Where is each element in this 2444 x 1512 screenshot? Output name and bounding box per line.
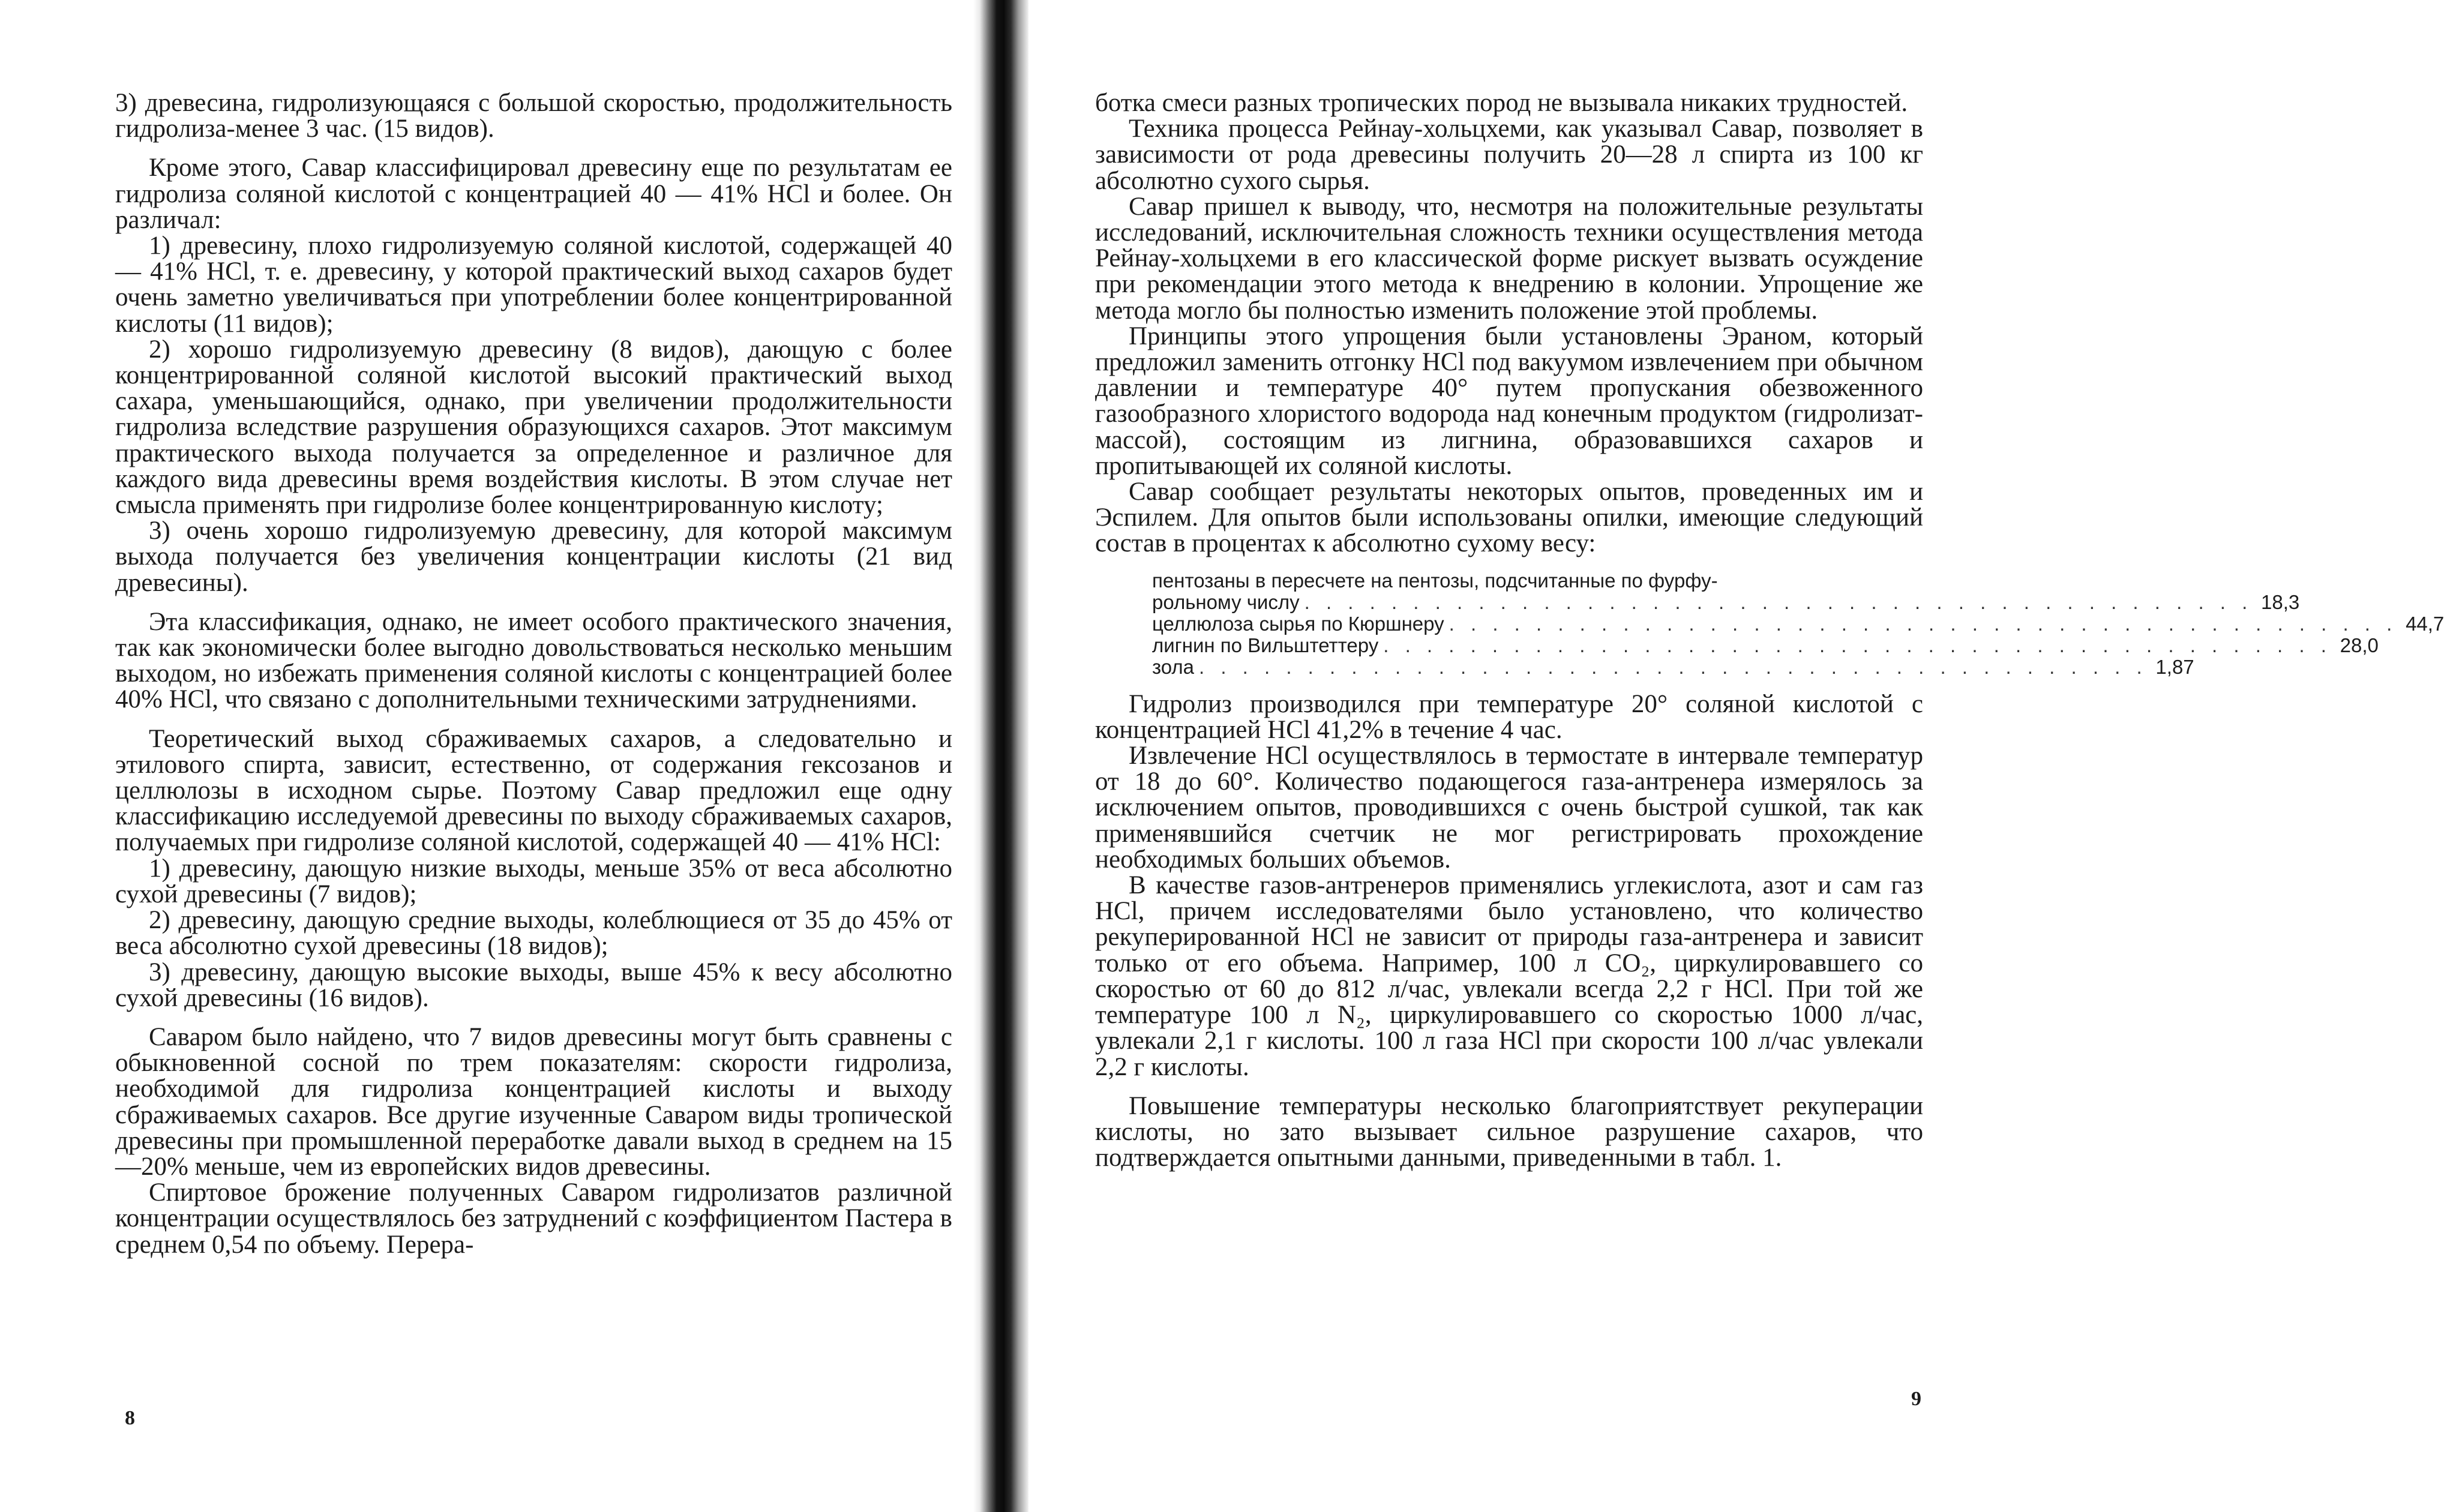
composition-first-label: пентозаны в пересчете на пентозы, подсчитанные по фурфу-	[1152, 569, 1718, 592]
left-text-column	[115, 90, 952, 1258]
paragraph: Савар сообщает результаты некоторых опытов, проведенных им и Эспилем. Для опытов были использованы опилки, имеющие следующий состав в процентах к абсолютно сухому весу:	[1095, 478, 1923, 558]
list-item: 3) очень хорошо гидролизуемую древесину, для которой максимум выхода получается без увеличения концентрации кислоты (21 вид древесины).	[115, 517, 952, 597]
list-item: 1) древесину, дающую низкие выходы, меньше 35% от веса абсолютно сухой древесины (7 видов);	[115, 854, 952, 908]
leader-dots: . . . . . . . . . . . . . . . . . . . . . . . . . . . . . . . . . . . . . . . . . . . .	[1449, 612, 2398, 635]
list-item: 1) древесину, плохо гидролизуемую соляной кислотой, содержащей 40 — 41% HCl, т. е. древесину, у которой практический выход сахаров будет очень заметно увеличиваться при употреблении более концентрированной кислоты (11 видов);	[115, 232, 952, 338]
table-row	[1152, 655, 2194, 678]
row-label: целлюлоза сырья по Кюршнеру	[1152, 612, 1444, 635]
paragraph: Теоретический выход сбраживаемых сахаров, а следовательно и этилового спирта, зависит, естественно, от содержания гексозанов и целлюлозы в исходном сырье. Поэтому Савар предложил еще одну классификацию исследуемой древесины по выходу сбраживаемых сахаров, получаемых при гидролизе соляной кислотой, содержащей 40 — 41% HCl:	[115, 724, 952, 857]
left-page	[0, 0, 984, 1512]
paragraph: Эта классификация, однако, не имеет особого практического значения, так как экономически более выгодно довольствоваться несколько меньшим выходом, но избежать применения соляной кислоты с концентрацией более 40% HCl, что связано с дополнительными техническими затруднениями.	[115, 607, 952, 714]
leader-dots: . . . . . . . . . . . . . . . . . . . . . . . . . . . . . . . . . . . . . . . . . . . .	[1304, 590, 2253, 613]
list-item: 2) хорошо гидролизуемую древесину (8 видов), дающую с более концентрированной соляной кислотой высокий практический выход сахара, уменьшающийся, однако, при увеличении продолжительности гидролиза вследствие разрушения образующихся сахаров. Этот максимум практического выхода получается за определенное и различное для каждого вида древесины время воздействия кислоты. В этом случае нет смысла применять при гидролизе более концентрированную кислоту;	[115, 335, 952, 520]
paragraph: Кроме этого, Савар классифицировал древесину еще по результатам ее гидролиза соляной кислотой с концентрацией 40 — 41% HCl и более. Он различал:	[115, 154, 952, 234]
table-row	[1152, 634, 2379, 656]
paragraph: Техника процесса Рейнау-хольцхеми, как указывал Савар, позволяет в зависимости от рода древесины получить 20—28 л спирта из 100 кг абсолютно сухого сырья.	[1095, 115, 1923, 195]
paragraph: Саваром было найдено, что 7 видов древесины могут быть сравнены с обыкновенной сосной по трем показателям: скорости гидролиза, необходимой для гидролиза концентрацией кислоты и выходу сбраживаемых сахаров. Все другие изученные Саваром виды тропической древесины при промышленной переработке давали выход в среднем на 15—20% меньше, чем из европейских видов древесины.	[115, 1022, 952, 1181]
paragraph: В качестве газов-антренеров применялись углекислота, азот и сам газ HCl, причем исследователями было установлено, что количество рекуперированной HCl не зависит от природы газа-антренера и зависит только от его объема. Например, 100 л CO₂, циркулировавшего со скоростью от 60 до 812 л/час, увлекали всегда 2,2 г HCl. При той же температуре 100 л N₂, циркулировавшего со скоростью 1000 л/час, увлекали 2,1 г кислоты. 100 л газа HCl при скорости 100 л/час увлекали 2,2 г кислоты.	[1095, 871, 1923, 1081]
row-label: лигнин по Вильштеттеру	[1152, 634, 1379, 656]
right-text-column	[1095, 89, 2444, 1172]
row-value: 18,3	[2261, 590, 2300, 613]
paragraph: Повышение температуры несколько благоприятствует рекуперации кислоты, но зато вызывает сильное разрушение сахаров, что подтверждается опытными данными, приведенными в табл. 1.	[1095, 1091, 1923, 1172]
list-item: 3) древесину, дающую высокие выходы, выше 45% к весу абсолютно сухой древесины (16 видов).	[115, 958, 952, 1012]
paragraph: Гидролиз производился при температуре 20° соляной кислотой с концентрацией HCl 41,2% в течение 4 час.	[1095, 689, 1923, 744]
table-row	[1152, 612, 2444, 635]
row-value: 44,7	[2406, 612, 2444, 635]
row-value: 1,87	[2155, 655, 2194, 678]
table-row	[1152, 590, 2300, 613]
leader-dots: . . . . . . . . . . . . . . . . . . . . . . . . . . . . . . . . . . . . . . . . . . . .	[1383, 634, 2332, 656]
paragraph: ботка смеси разных тропических пород не вызывала никаких трудностей.	[1095, 89, 1908, 117]
page-number: 9	[1911, 1388, 1921, 1410]
list-item: 2) древесину, дающую средние выходы, колеблющиеся от 35 до 45% от веса абсолютно сухой древесины (18 видов);	[115, 906, 952, 961]
paragraph: 3) древесина, гидролизующаяся с большой скоростью, продолжительность гидролиза-менее 3 час. (15 видов).	[115, 89, 952, 143]
row-value: 28,0	[2340, 634, 2379, 656]
paragraph: Извлечение HCl осуществлялось в термостате в интервале температур от 18 до 60°. Количество подающегося газа-антренера измерялось за исключением опытов, проводившихся с очень быстрой сушкой, так как применявшийся счетчик не мог регистрировать прохождение необходимых больших объемов.	[1095, 742, 1923, 874]
paragraph: Савар пришел к выводу, что, несмотря на положительные результаты исследований, исключительная сложность техники осуществления метода Рейнау-хольцхеми в его классической форме рискует вызвать осуждение при рекомендации этого метода к внедрению в колонии. Упрощение же метода могло бы полностью изменить положение этой проблемы.	[1095, 192, 1923, 325]
row-label: рольному числу	[1152, 590, 1300, 613]
row-label: зола	[1152, 655, 1194, 678]
leader-dots: . . . . . . . . . . . . . . . . . . . . . . . . . . . . . . . . . . . . . . . . . . . .	[1199, 655, 2148, 678]
paragraph: Принципы этого упрощения были установлены Эраном, который предложил заменить отгонку HCl под вакуумом извлечением при обычном давлении и температуре 40° путем пропускания обезвоженного газообразного хлористого водорода над конечным продуктом (гидролизат-массой), состоящим из лигнина, образовавшихся сахаров и пропитывающей их соляной кислоты.	[1095, 322, 1923, 480]
paragraph: Спиртовое брожение полученных Саваром гидролизатов различной концентрации осуществлялось без затруднений с коэффициентом Пастера в среднем 0,54 по объему. Перера-	[115, 1178, 952, 1259]
composition-table	[1152, 569, 2444, 678]
right-page	[1014, 0, 2444, 1512]
page-number: 8	[125, 1407, 135, 1429]
